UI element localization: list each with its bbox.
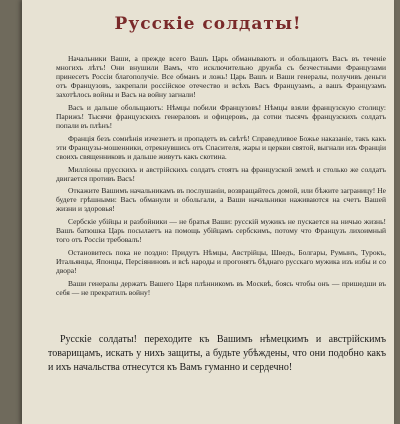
paragraph: Франція безъ сомнѣнія изчезнетъ и пропадетъ въ свѣтѣ! Справедливое Божье наказаніе, такъ какъ эти Французы-мошенники, отрекнувшись отъ Спасителя, жары и церкви святой, выгнали изъ Франціи своихъ священниковъ и дальше живутъ какъ скотина. — [56, 133, 386, 161]
paragraph: Васъ и дальше обольщаютъ: Нѣмцы побили Французовъ! Нѣмцы взяли французскую столицу: Парижъ! Тысячи французскихъ генераловъ и офицеровъ, да сотни тысячъ французскихъ солдатъ попали въ плѣнъ! — [56, 102, 386, 131]
document-body — [56, 54, 386, 300]
document-page — [22, 0, 394, 424]
paragraph: Ваши генералы держатъ Вашего Царя плѣнникомъ въ Москвѣ, боясь чтобы онъ — пришедши въ себя — не прекратилъ войну! — [56, 278, 386, 297]
paragraph: Начальники Ваши, а прежде всего Вашъ Царь обманываютъ и обольщаютъ Васъ въ теченіе многихъ лѣтъ! Они внушили Вамъ, что исключительно дружба съ безчестными Французами принесетъ Россіи благополучіе. Все обманъ и ложь! Царь Вашъ и Ваши генералы, получивъ деньги отъ Французовъ, закрепали россійское отечество и всѣхъ Васъ Французамъ, а вашъ Французамъ захотѣлось войны и Васъ на войну загнали! — [56, 54, 386, 100]
paragraph: Откажите Вашимъ начальникамъ въ послушаніи, возвращайтесь домой, или бѣжите заграницу! Не будете грѣшными: Васъ обманули и обольгали, а Ваши начальники наживаются на счетъ Вашей жизни и здоровья! — [56, 186, 386, 214]
document-title: Русскіе солдаты! — [114, 14, 302, 34]
paragraph: Остановитесь пока не поздно: Придутъ Нѣмцы, Австрійцы, Шведъ, Болгары, Румынъ, Турокъ, Итальянцы, Японцы, Персіяниновъ и всѣ народы и прогонятъ бѣднаго русскаго мужика изъ избы и со двора! — [56, 247, 386, 275]
final-appeal: Русскіе солдаты! переходите къ Вашимъ нѣмецкимъ и австрійскимъ товарищамъ, искать у нихъ защиты, а будьте убѣждены, что они подобно какъ и ихъ начальства отнесутся къ Вамъ гуманно и сердечно! — [48, 334, 386, 374]
paragraph: Сербскіе убійцы и разбойники — не братья Ваши: русскій мужикъ не пускается на ничью жизнь! Вашъ батюшка Царь посылаетъ на помощь убійцамъ сербскимъ, потому что Французъ лихоимный того отъ Россіи требовалъ! — [56, 217, 386, 245]
paragraph: Милліоны прусскихъ и австрійскихъ солдатъ стоятъ на французской землѣ и столько же солдатъ двигается противъ Васъ! — [56, 164, 386, 183]
